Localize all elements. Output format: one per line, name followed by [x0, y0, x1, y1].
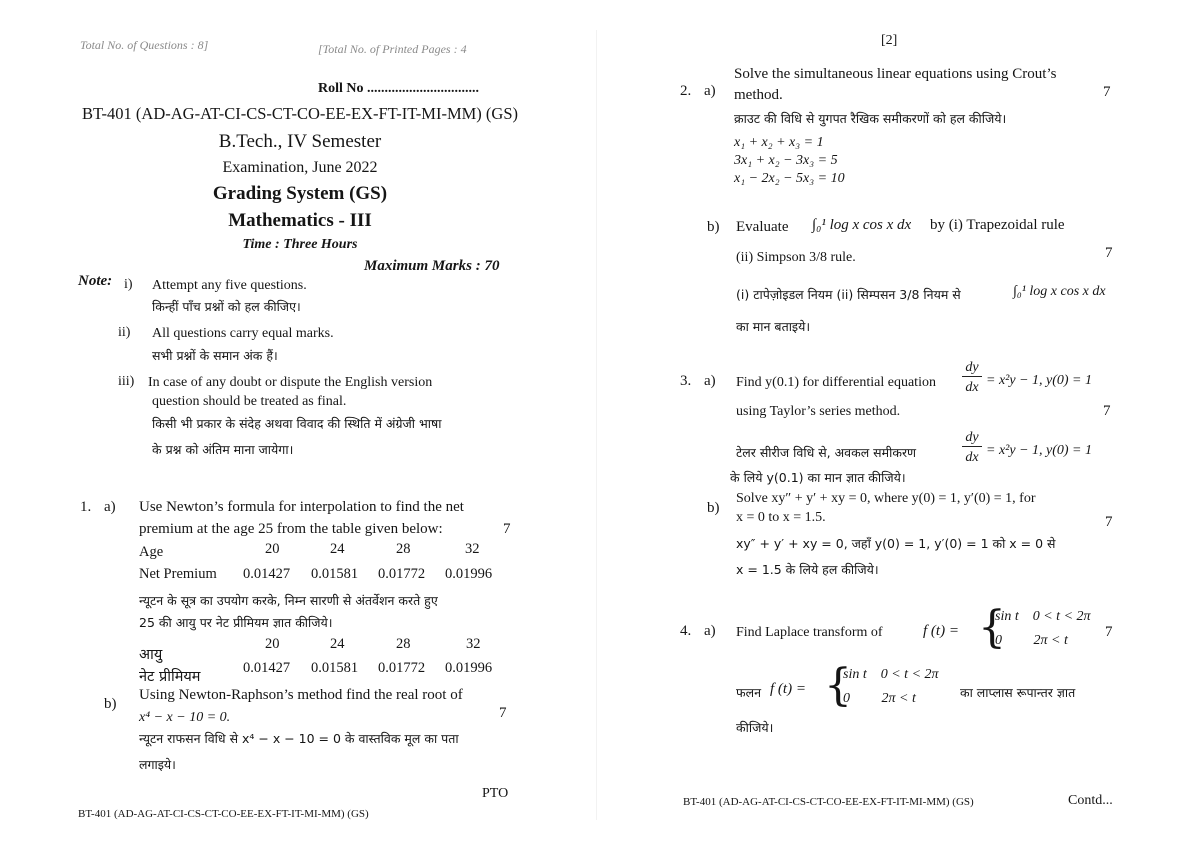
q3a-hi-line1: टेलर सीरीज विधि से, अवकल समीकरण [736, 445, 917, 460]
table-hi-premium-cell: 0.01427 [243, 660, 291, 676]
header-total-questions: Total No. of Questions : 8] [80, 38, 209, 52]
q4a-brace: { [978, 602, 1006, 653]
q4a-en: Find Laplace transform of [736, 625, 883, 640]
right-footer-code: BT-401 (AD-AG-AT-CI-CS-CT-CO-EE-EX-FT-IT-MI-MM) (GS) [683, 796, 974, 808]
paper-code: BT-401 (AD-AG-AT-CI-CS-CT-CO-EE-EX-FT-IT-MI-MM) (GS) [81, 104, 519, 123]
exam-title: Examination, June 2022 [222, 159, 378, 176]
q3a-hi-rhs: = x²y − 1, y(0) = 1 [986, 443, 1093, 458]
q3a-label: a) [704, 373, 716, 389]
pto-label: PTO [482, 786, 509, 801]
q4a-label: a) [704, 623, 716, 639]
q2b-hi-line2: का मान बताइये। [736, 319, 811, 334]
q4a-case-2: 0 2π < t [995, 633, 1068, 648]
table-hi-age-cell: 20 [265, 636, 280, 652]
table-en-premium-cell: 0.01996 [445, 566, 493, 582]
q2a-hi: क्राउट की विधि से युगपत रैखिक समीकरणों को हल कीजिये। [734, 111, 1007, 126]
table-en-age-cell: 20 [265, 541, 280, 557]
q1a-marks: 7 [503, 521, 511, 537]
q4a-hi-case-2: 0 2π < t [843, 691, 916, 706]
q2b-methods: by (i) Trapezoidal rule [930, 217, 1065, 233]
q3a-fraction-numerator: dy [962, 360, 982, 377]
table-hi-age-cell: 32 [466, 636, 481, 652]
q2a-marks: 7 [1103, 84, 1111, 100]
q4-number: 4. [680, 623, 692, 639]
time-allowed: Time : Three Hours [242, 237, 358, 252]
q2a-label: a) [704, 83, 716, 99]
q3a-hi-line2: के लिये y(0.1) का मान ज्ञात कीजिये। [730, 470, 906, 485]
q3a-rhs: = x²y − 1, y(0) = 1 [986, 373, 1093, 388]
q4a-case-1: sin t 0 < t < 2π [995, 609, 1091, 624]
q2a-equation-1: x₁ + x₂ + x₃ = 1 [734, 135, 824, 150]
q2b-hi-line1: (i) टापेज़ोइडल नियम (ii) सिम्पसन 3/8 नियम से [736, 287, 961, 302]
q3a-en-line2: using Taylor’s series method. [736, 404, 901, 419]
q3-number: 3. [680, 373, 692, 389]
note-3-en2: question should be treated as final. [152, 394, 347, 409]
q2a-en-line1: Solve the simultaneous linear equations using Crout’s [734, 66, 1057, 82]
degree-title: B.Tech., IV Semester [218, 131, 382, 152]
note-3-en1: In case of any doubt or dispute the English version [148, 375, 433, 390]
q3b-hi-line1: xy″ + y′ + xy = 0, जहाँ y(0) = 1, y′(0) = 1 को x = 0 से [736, 536, 1056, 551]
roll-number: Roll No ................................ [318, 81, 479, 96]
q4a-hi-prefix: फलन [736, 685, 762, 700]
q1b-hi-line1: न्यूटन राफसन विधि से x⁴ − x − 10 = 0 के वास्तविक मूल का पता [139, 731, 459, 746]
q1a-hi-line2: 25 की आयु पर नेट प्रीमियम ज्ञात कीजिये। [139, 615, 333, 630]
q3a-hi-fraction-denominator: dx [965, 450, 979, 465]
table-hi-premium-cell: 0.01996 [445, 660, 493, 676]
q3a-hi-fraction-numerator: dy [962, 430, 982, 447]
q1b-hi-line2: लगाइये। [139, 757, 176, 772]
q4a-hi-case-1: sin t 0 < t < 2π [843, 667, 939, 682]
q3b-hi-line2: x = 1.5 के लिये हल कीजिये। [736, 562, 879, 577]
table-hi-premium-cell: 0.01581 [311, 660, 359, 676]
table-en-premium-cell: 0.01427 [243, 566, 291, 582]
contd-label: Contd... [1068, 793, 1113, 808]
q1b-marks: 7 [499, 705, 507, 721]
q2b-evaluate: Evaluate [736, 219, 789, 235]
q4a-hi-function: f (t) = [770, 681, 806, 697]
q4a-hi-brace: { [824, 660, 852, 711]
subject-title: Mathematics - III [228, 210, 372, 231]
note-1-hi: किन्हीं पाँच प्रश्नों को हल कीजिए। [152, 299, 301, 314]
grading-system: Grading System (GS) [212, 183, 388, 204]
q3a-fraction-denominator: dx [965, 380, 979, 395]
left-footer-code: BT-401 (AD-AG-AT-CI-CS-CT-CO-EE-EX-FT-IT-MI-MM) (GS) [78, 808, 369, 820]
q1b-label: b) [104, 696, 117, 712]
table-en-age-cell: 28 [396, 541, 411, 557]
header-printed-pages: [Total No. of Printed Pages : 4 [318, 42, 467, 56]
q3b-en-line1: Solve xy″ + y′ + xy = 0, where y(0) = 1, y′(0) = 1, for [736, 491, 1036, 506]
note-3-num: iii) [118, 374, 135, 389]
q3b-marks: 7 [1105, 514, 1113, 530]
q1a-hi-line1: न्यूटन के सूत्र का उपयोग करके, निम्न सारणी से अंतर्वेशन करते हुए [139, 593, 438, 608]
q3b-label: b) [707, 500, 720, 516]
table-en-premium-label: Net Premium [139, 566, 217, 582]
note-label: Note: [78, 273, 113, 289]
table-hi-age-cell: 28 [396, 636, 411, 652]
q2a-equation-2: 3x₁ + x₂ − 3x₃ = 5 [734, 153, 838, 168]
note-2-hi: सभी प्रश्नों के समान अंक हैं। [152, 348, 278, 363]
note-2-num: ii) [118, 325, 131, 340]
q4a-marks: 7 [1105, 624, 1113, 640]
q3a-marks: 7 [1103, 403, 1111, 419]
q1a-en-line1: Use Newton’s formula for interpolation to find the net [139, 499, 464, 515]
q1b-equation: x⁴ − x − 10 = 0. [139, 710, 231, 725]
note-2-en: All questions carry equal marks. [152, 326, 334, 341]
q3a-en-line1: Find y(0.1) for differential equation [736, 375, 936, 390]
note-3-hi1: किसी भी प्रकार के संदेह अथवा विवाद की स्थिति में अंग्रेजी भाषा [152, 416, 442, 431]
note-1-en: Attempt any five questions. [152, 278, 307, 293]
table-en-age-label: Age [139, 544, 164, 560]
note-1-num: i) [124, 277, 133, 292]
table-en-age-cell: 24 [330, 541, 345, 557]
table-hi-age-label: आयु [139, 647, 163, 663]
q4a-hi-suffix: का लाप्लास रूपान्तर ज्ञात [960, 685, 1076, 700]
table-hi-premium-label: नेट प्रीमियम [139, 669, 201, 685]
q4a-function: f (t) = [923, 623, 959, 639]
q2-number: 2. [680, 83, 692, 99]
q1a-en-line2: premium at the age 25 from the table given below: [139, 521, 443, 537]
q2b-hi-integral: ∫₀¹ log x cos x dx [1013, 284, 1106, 299]
page-number: [2] [881, 33, 898, 48]
q2b-label: b) [707, 219, 720, 235]
q2b-integral: ∫₀¹ log x cos x dx [812, 217, 912, 233]
q3b-en-line2: x = 0 to x = 1.5. [736, 510, 826, 525]
table-en-premium-cell: 0.01772 [378, 566, 426, 582]
table-en-age-cell: 32 [465, 541, 480, 557]
q2a-en-line2: method. [734, 87, 783, 103]
table-hi-age-cell: 24 [330, 636, 345, 652]
note-3-hi2: के प्रश्न को अंतिम माना जायेगा। [152, 442, 294, 457]
q4a-hi-line2: कीजिये। [736, 720, 774, 735]
q2b-simpson: (ii) Simpson 3/8 rule. [736, 250, 856, 265]
q2b-marks: 7 [1105, 245, 1113, 261]
max-marks: Maximum Marks : 70 [364, 258, 500, 274]
q2a-equation-3: x₁ − 2x₂ − 5x₃ = 10 [734, 171, 845, 186]
table-en-premium-cell: 0.01581 [311, 566, 359, 582]
q1b-en: Using Newton-Raphson’s method find the real root of [139, 687, 463, 703]
table-hi-premium-cell: 0.01772 [378, 660, 426, 676]
q1-number: 1. [80, 499, 92, 515]
right-page [600, 0, 1200, 849]
q1a-label: a) [104, 499, 116, 515]
